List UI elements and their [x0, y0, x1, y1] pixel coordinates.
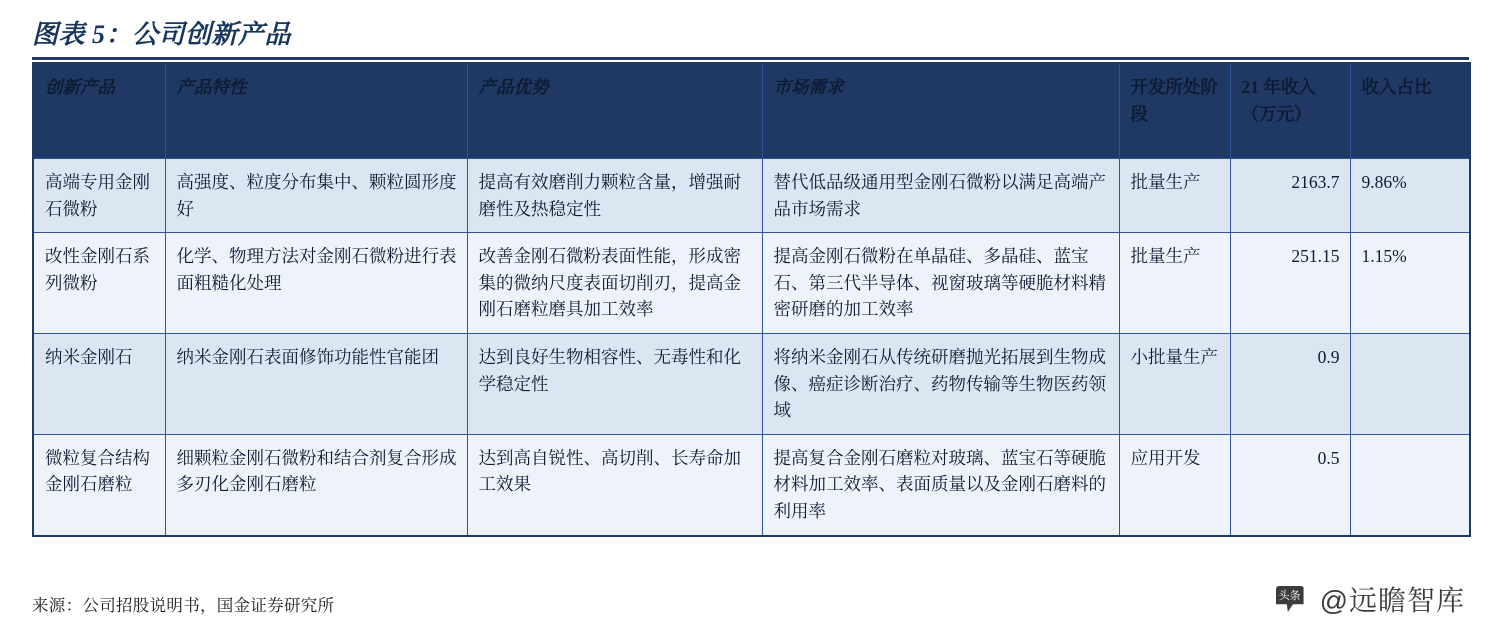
- watermark: [1269, 578, 1465, 620]
- column-header-features: 产品特性: [165, 63, 467, 159]
- innovative-products-table: [32, 62, 1471, 537]
- cell-stage: 批量生产: [1119, 233, 1230, 334]
- column-header-product: 创新产品: [33, 63, 165, 159]
- cell-product: 纳米金刚石: [33, 333, 165, 434]
- cell-demand: 提高金刚石微粉在单晶硅、多晶硅、蓝宝石、第三代半导体、视窗玻璃等硬脆材料精密研磨的加工效率: [762, 233, 1119, 334]
- cell-demand: 替代低品级通用型金刚石微粉以满足高端产品市场需求: [762, 159, 1119, 233]
- figure-title-row: [24, 0, 1469, 57]
- cell-share: [1350, 333, 1470, 434]
- title-divider: [32, 57, 1469, 60]
- cell-features: 高强度、粒度分布集中、颗粒圆形度好: [165, 159, 467, 233]
- cell-share: 1.15%: [1350, 233, 1470, 334]
- table-row: [33, 333, 1470, 434]
- toutiao-logo-icon: [1269, 578, 1311, 620]
- column-header-advantages: 产品优势: [467, 63, 762, 159]
- cell-features: 纳米金刚石表面修饰功能性官能团: [165, 333, 467, 434]
- table-row: [33, 159, 1470, 233]
- cell-product: 微粒复合结构金刚石磨粒: [33, 434, 165, 535]
- cell-stage: 小批量生产: [1119, 333, 1230, 434]
- column-header-stage: 开发所处阶段: [1119, 63, 1230, 159]
- cell-advantages: 提高有效磨削力颗粒含量，增强耐磨性及热稳定性: [467, 159, 762, 233]
- cell-demand: 将纳米金刚石从传统研磨抛光拓展到生物成像、癌症诊断治疗、药物传输等生物医药领域: [762, 333, 1119, 434]
- cell-revenue: 0.9: [1230, 333, 1350, 434]
- watermark-text: @远瞻智库: [1319, 585, 1465, 616]
- cell-share: 9.86%: [1350, 159, 1470, 233]
- table-header: [33, 63, 1470, 159]
- cell-stage: 批量生产: [1119, 159, 1230, 233]
- page-title: 图表 5：公司创新产品: [32, 20, 292, 49]
- cell-revenue: 2163.7: [1230, 159, 1350, 233]
- cell-features: 细颗粒金刚石微粉和结合剂复合形成多刃化金刚石磨粒: [165, 434, 467, 535]
- source-note: 来源：公司招股说明书，国金证券研究所: [32, 596, 335, 615]
- table-container: [24, 62, 1469, 537]
- cell-share: [1350, 434, 1470, 535]
- cell-features: 化学、物理方法对金刚石微粉进行表面粗糙化处理: [165, 233, 467, 334]
- cell-product: 改性金刚石系列微粉: [33, 233, 165, 334]
- cell-stage: 应用开发: [1119, 434, 1230, 535]
- cell-advantages: 达到良好生物相容性、无毒性和化学稳定性: [467, 333, 762, 434]
- column-header-share: 收入占比: [1350, 63, 1470, 159]
- cell-advantages: 改善金刚石微粉表面性能，形成密集的微纳尺度表面切削刃，提高金刚石磨粒磨具加工效率: [467, 233, 762, 334]
- column-header-revenue: 21 年收入（万元）: [1230, 63, 1350, 159]
- table-header-row: [33, 63, 1470, 159]
- cell-revenue: 0.5: [1230, 434, 1350, 535]
- table-row: [33, 434, 1470, 535]
- cell-demand: 提高复合金刚石磨粒对玻璃、蓝宝石等硬脆材料加工效率、表面质量以及金刚石磨料的利用率: [762, 434, 1119, 535]
- table-body: [33, 159, 1470, 536]
- cell-revenue: 251.15: [1230, 233, 1350, 334]
- column-header-demand: 市场需求: [762, 63, 1119, 159]
- table-row: [33, 233, 1470, 334]
- cell-product: 高端专用金刚石微粉: [33, 159, 165, 233]
- cell-advantages: 达到高自锐性、高切削、长寿命加工效果: [467, 434, 762, 535]
